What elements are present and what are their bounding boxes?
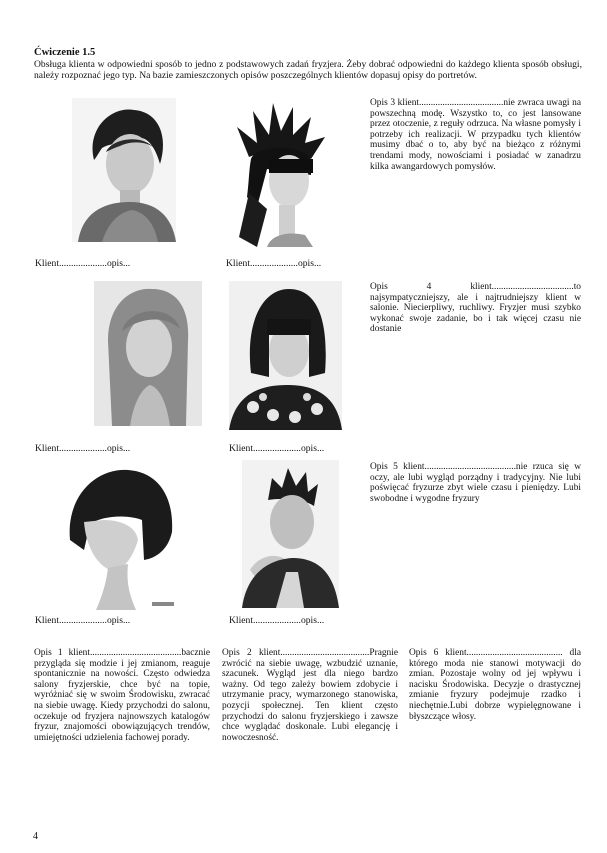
punk-woman-portrait [227, 97, 333, 247]
portrait-caption-3: Klient....................opis... [35, 443, 131, 454]
opis-1-text: Opis 1 klient.......................................bacznie przygląda się modzie i jej zmianom, reaguje spontanicznie na nowości. Często odwiedza salony fryzjerskie, chce być na topie, wyróżniać się w swoim Środowisku, zwracać na siebie uwagę. Kiedy przychodzi do salonu, oczekuje od fryzjera najnowszych katalogów fryzur, znajomości obowiązujących trendów, umiejętności udzielenia fachowej porady. [34, 648, 210, 743]
opis-5-text: Opis 5 klient.......................................nie rzuca się w oczy, ale lubi wygląd porządny i tradycyjny. Nie lubi poświęcać fryzurze zbyt wiele czasu i pieniędzy. Lubi swobodne i wygodne fryzury [370, 462, 581, 504]
portrait-caption-1: Klient....................opis... [35, 258, 131, 269]
young-man-portrait [242, 460, 339, 608]
page-number: 4 [33, 831, 38, 842]
older-woman-portrait [72, 98, 176, 242]
opis-3-text: Opis 3 klient....................................nie zwraca uwagi na powszechną modę. Wszystko to, co jest lansowane przez otoczenie, z reguły odrzuca. Na własne pomysły i potrzeby ich realizacji. W przypadku tych klientów musimy dbać o to, aby być na bieżąco z różnymi trendami mody, nowościami i posiadać w zanadrzu kilka awangardowych pomysłów. [370, 98, 581, 172]
opis-4-text: Opis 4 klient...................................to najsympatyczniejszy, ale i najtrudniejszy klient w salonie. Niecierpliwy, ruchliwy. Fryzjer musi szybko wykonać swoje zadanie, bo i tak więcej czasu nie dostanie [370, 282, 581, 335]
portrait-caption-2: Klient....................opis... [226, 258, 322, 269]
bob-haircut-woman-portrait [229, 281, 342, 430]
portrait-caption-5: Klient....................opis... [35, 615, 131, 626]
portrait-caption-4: Klient....................opis... [229, 443, 325, 454]
exercise-intro: Obsługa klienta w odpowiedni sposób to jedno z podstawowych zadań fryzjera. Żeby dobrać odpowiedni do każdego klienta sposób obsługi, należy rozpoznać jego typ. Na bazie zamieszczonych opisów poszczególnych klientów dopasuj opisy do portretów. [34, 59, 582, 81]
portrait-caption-6: Klient....................opis... [229, 615, 325, 626]
opis-6-text: Opis 6 klient......................................... dla którego moda nie stanowi motywacji do zmian. Pozostaje wolny od jej wpływu i nacisku Środowiska. Decyzje o drastycznej zmianie fryzury podejmuje rzadko i niechętnie.Lubi dobrze wypielęgnowane i błyszczące włosy. [409, 648, 581, 722]
opis-2-text: Opis 2 klient......................................Pragnie zwrócić na siebie uwagę, wzbudzić uznanie, szacunek. Wygląd jest dla niego bardzo ważny. Od tego zależy bowiem zdobycie i utrzymanie pracy, wymarzonego stanowiska, pozycji społecznej. Ten klient często przychodzi do salonu fryzjerskiego i zawsze chce wyglądać doskonale. Lubi elegancję i nowoczesność. [222, 648, 398, 743]
long-hair-girl-portrait [94, 281, 202, 426]
short-bob-woman-portrait [56, 460, 180, 610]
exercise-title: Ćwiczenie 1.5 [34, 47, 96, 58]
